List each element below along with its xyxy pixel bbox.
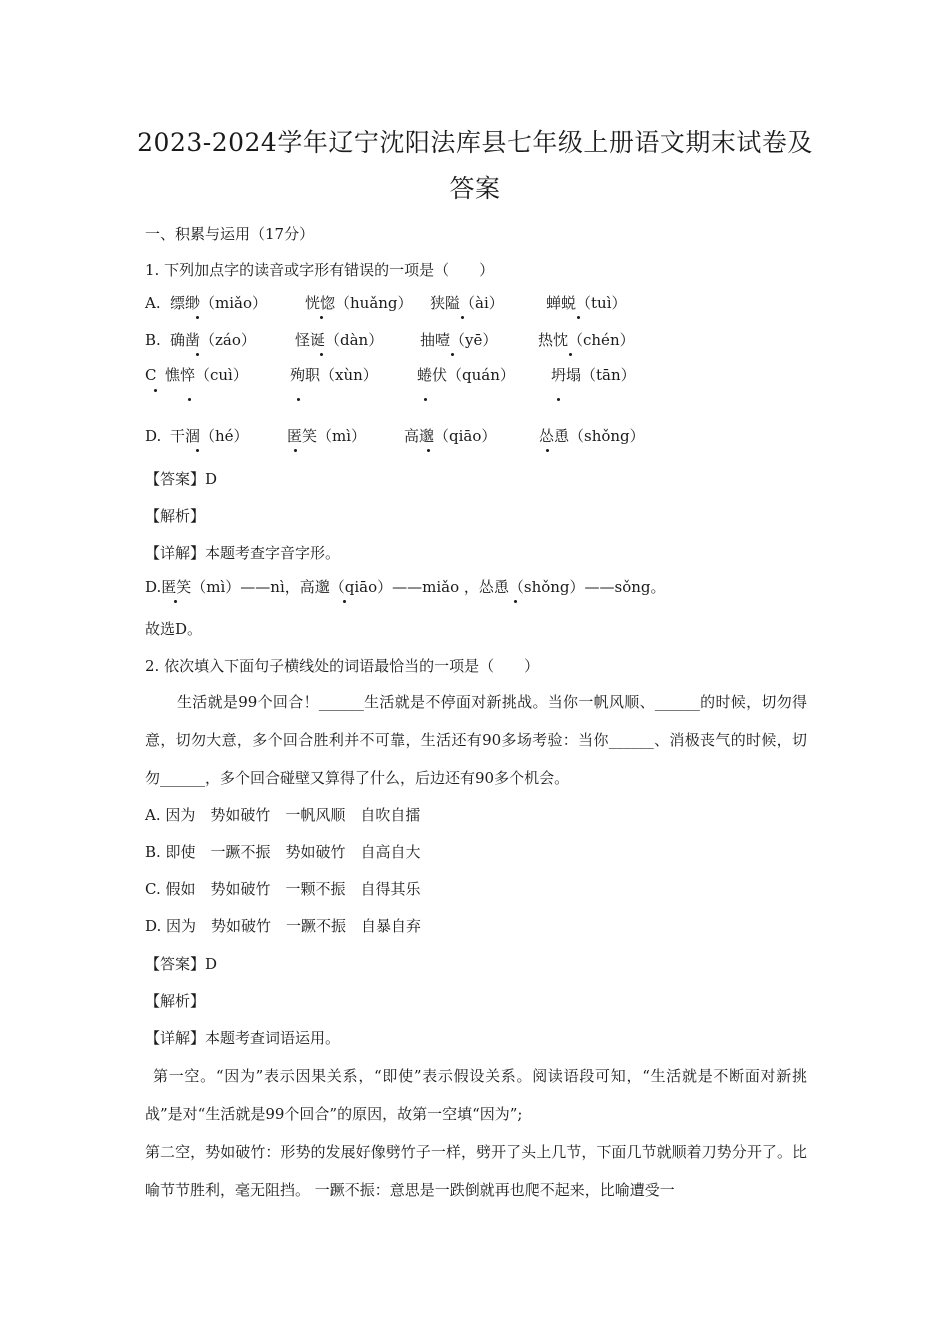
- q2-option-b: B. 即使 一蹶不振 势如破竹 自高自大: [145, 843, 421, 861]
- option-label: D.: [145, 427, 162, 445]
- q2-option-c: C. 假如 势如破竹 一颗不振 自得其乐: [145, 880, 421, 898]
- section-heading: 一、积累与运用（17分）: [145, 225, 315, 243]
- emphasis-dot: [343, 600, 346, 603]
- emphasis-dot: [320, 316, 323, 319]
- q1-analysis-heading: 【解析】: [145, 507, 206, 525]
- option-item: 热忱（chén）: [538, 331, 635, 349]
- q1-explanation: D.匿笑（mì）——nì，高邈（qiāo）——miǎo ，怂恿（shǒng）——sǒng。: [145, 578, 666, 596]
- option-item: 缥缈（miǎo）: [170, 294, 267, 312]
- option-item: 怪诞（dàn）: [295, 331, 384, 349]
- option-label: C: [145, 366, 157, 384]
- option-label: A.: [145, 294, 161, 312]
- emphasis-dot: [557, 398, 560, 401]
- emphasis-dot: [320, 353, 323, 356]
- emphasis-dot: [427, 449, 430, 452]
- option-item: 殉职（xùn）: [290, 366, 378, 384]
- option-item: 狭隘（ài）: [430, 294, 504, 312]
- option-item: 憔悴（cuì）: [165, 366, 248, 384]
- emphasis-dot: [188, 398, 191, 401]
- emphasis-dot: [196, 353, 199, 356]
- option-item: 确凿（záo）: [170, 331, 256, 349]
- option-item: 抽噎（yē）: [420, 331, 498, 349]
- option-item: 干涸（hé）: [170, 427, 249, 445]
- q2-answer: 【答案】D: [145, 955, 218, 973]
- option-item: 匿笑（mì）: [287, 427, 367, 445]
- emphasis-dot: [294, 449, 297, 452]
- emphasis-dot: [546, 449, 549, 452]
- option-item: 高邈（qiāo）: [404, 427, 497, 445]
- option-item: 怂恿（shǒng）: [539, 427, 645, 445]
- q1-answer: 【答案】D: [145, 470, 218, 488]
- q1-stem: 1. 下列加点字的读音或字形有错误的一项是（ ）: [145, 261, 495, 279]
- emphasis-dot: [577, 316, 580, 319]
- option-item: 蜷伏（quán）: [417, 366, 515, 384]
- q2-option-a: A. 因为 势如破竹 一帆风顺 自吹自擂: [145, 806, 421, 824]
- emphasis-dot: [196, 316, 199, 319]
- q1-conclusion: 故选D。: [145, 620, 203, 638]
- q2-option-d: D. 因为 势如破竹 一蹶不振 自暴自弃: [145, 917, 422, 935]
- q2-explanation-2: 第二空，势如破竹：形势的发展好像劈竹子一样，劈开了头上几节，下面几节就顺着刀势分开了。比喻节节胜利，毫无阻挡。 一蹶不振：意思是一跌倒就再也爬不起来，比喻遭受一: [145, 1143, 807, 1199]
- emphasis-dot: [196, 449, 199, 452]
- option-item: 恍惚（huǎng）: [305, 294, 413, 312]
- q2-detail: 【详解】本题考查词语运用。: [145, 1029, 341, 1047]
- q2-analysis-heading: 【解析】: [145, 992, 206, 1010]
- emphasis-dot: [569, 353, 572, 356]
- q1-detail: 【详解】本题考查字音字形。: [145, 544, 341, 562]
- emphasis-dot: [154, 389, 157, 392]
- q2-explanation-1: 第一空。“因为”表示因果关系，“即使”表示假设关系。阅读语段可知，“生活就是不断面对新挑战”是对“生活就是99个回合”的原因，故第一空填“因为”;: [145, 1067, 807, 1123]
- option-item: 蝉蜕（tuì）: [546, 294, 627, 312]
- q2-stem: 2. 依次填入下面句子横线处的词语最恰当的一项是（ ）: [145, 657, 540, 675]
- q2-passage: 生活就是99个回合！______生活就是不停面对新挑战。当你一帆风顺、______的时候，切勿得意，切勿大意，多个回合胜利并不可靠，生活还有90多场考验：当你______、消极丧气的时候，切勿______，多个回合碰壁又算得了什么，后边还有90多个机会。: [145, 693, 807, 787]
- document-title-line-1: 2023-2024学年辽宁沈阳法库县七年级上册语文期末试卷及: [137, 128, 813, 157]
- emphasis-dot: [461, 316, 464, 319]
- emphasis-dot: [297, 398, 300, 401]
- option-label: B.: [145, 331, 161, 349]
- emphasis-dot: [451, 353, 454, 356]
- emphasis-dot: [424, 398, 427, 401]
- emphasis-dot: [514, 600, 517, 603]
- emphasis-dot: [174, 600, 177, 603]
- document-title-line-2: 答案: [449, 174, 501, 203]
- option-item: 坍塌（tān）: [551, 366, 636, 384]
